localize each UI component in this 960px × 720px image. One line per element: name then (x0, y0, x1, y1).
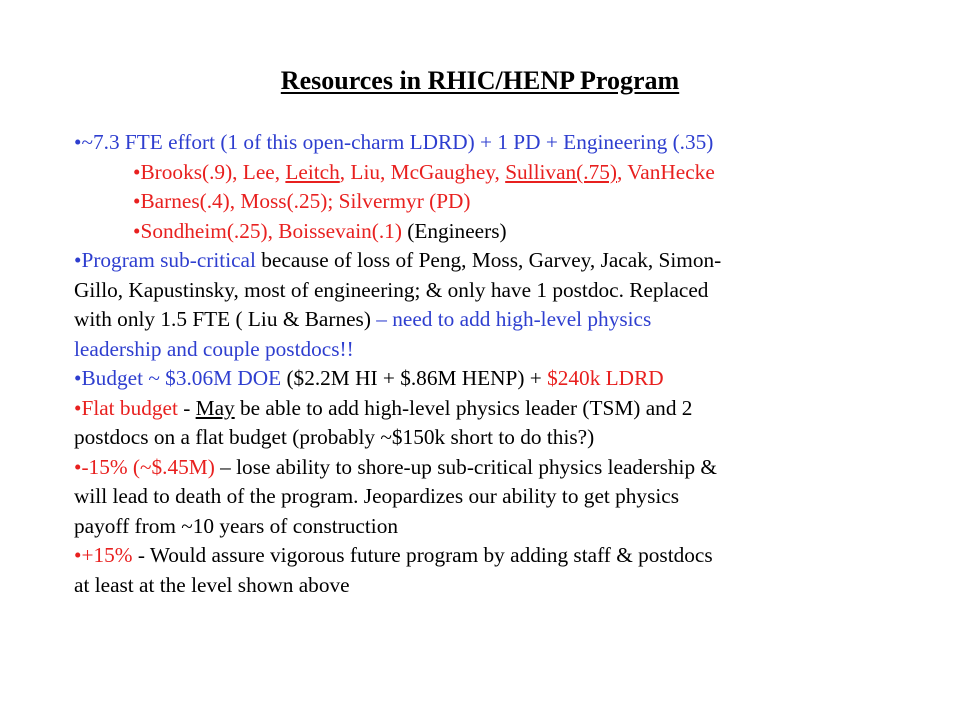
subbullet-staff-list (74, 158, 904, 188)
fte-effort-text: ~7.3 FTE effort (1 of this open-charm LDRD) + 1 PD + Engineering (.35) (81, 130, 714, 154)
program-subcritical-label: Program sub-critical (81, 248, 256, 272)
slide-body (74, 128, 904, 600)
program-subcritical-line3 (74, 305, 904, 335)
subbullet-barnes-moss (74, 187, 904, 217)
program-subcritical-text3b: – need to add high-level physics (376, 307, 652, 331)
staff-text-1: Brooks(.9), Lee, (140, 159, 286, 184)
program-subcritical-line2: Gillo, Kapustinsky, most of engineering; & only have 1 postdoc. Replaced (74, 277, 709, 302)
staff-leitch: Leitch (285, 159, 340, 184)
plus15-text: - Would assure vigorous future program by adding staff & postdocs (132, 543, 713, 567)
bullet-mark: • (74, 543, 82, 567)
bullet-mark: • (133, 159, 141, 184)
minus15-line2: will lead to death of the program. Jeopardizes our ability to get physics (74, 484, 680, 508)
flat-budget-label: Flat budget (81, 395, 178, 420)
bullet-mark: • (133, 189, 141, 213)
bullet-mark: • (74, 248, 82, 272)
plus15-label: +15% (81, 543, 133, 567)
bullet-program-subcritical-line1 (74, 246, 904, 276)
bullet-budget (74, 364, 904, 394)
program-subcritical-text3a: with only 1.5 FTE ( Liu & Barnes) (74, 307, 377, 331)
slide-title: Resources in RHIC/HENP Program (280, 66, 680, 95)
engineers-names: Sondheim(.25), Boissevain(.1) (140, 218, 402, 243)
staff-text-3: , VanHecke (617, 159, 715, 184)
bullet-mark: • (74, 366, 82, 390)
engineers-label: (Engineers) (401, 218, 507, 243)
program-subcritical-text: because of loss of Peng, Moss, Garvey, Jacak, Simon- (255, 248, 722, 272)
bullet-minus15-line1 (74, 453, 904, 483)
minus15-text: – lose ability to shore-up sub-critical physics leadership & (214, 454, 717, 479)
bullet-flat-budget-line1 (74, 394, 904, 424)
flat-budget-dash: - (177, 395, 196, 420)
bullet-plus15-line1 (74, 541, 904, 571)
minus15-label: -15% (~$.45M) (81, 454, 215, 479)
staff-sullivan: Sullivan(.75) (505, 159, 617, 184)
budget-breakdown: ($2.2M HI + $.86M HENP) + (281, 366, 548, 390)
bullet-fte-effort (74, 128, 904, 158)
program-subcritical-line4: leadership and couple postdocs!! (74, 336, 354, 361)
plus15-line2: at least at the level shown above (74, 572, 350, 597)
bullet-mark: • (74, 454, 82, 479)
flat-budget-line2: postdocs on a flat budget (probably ~$150k short to do this?) (74, 425, 595, 449)
bullet-mark: • (133, 218, 141, 243)
minus15-line3: payoff from ~10 years of construction (74, 513, 398, 538)
barnes-moss-text: Barnes(.4), Moss(.25); Silvermyr (PD) (140, 189, 471, 213)
flat-budget-may: May (195, 395, 235, 420)
flat-budget-text: be able to add high-level physics leader (TSM) and 2 (234, 395, 693, 420)
budget-doe: $3.06M DOE (165, 366, 282, 390)
bullet-mark: • (74, 395, 82, 420)
budget-ldrd: $240k LDRD (547, 366, 664, 390)
staff-text-2: , Liu, McGaughey, (339, 159, 506, 184)
budget-label: Budget ~ (81, 366, 166, 390)
bullet-mark: • (74, 130, 82, 154)
subbullet-engineers (74, 217, 904, 247)
